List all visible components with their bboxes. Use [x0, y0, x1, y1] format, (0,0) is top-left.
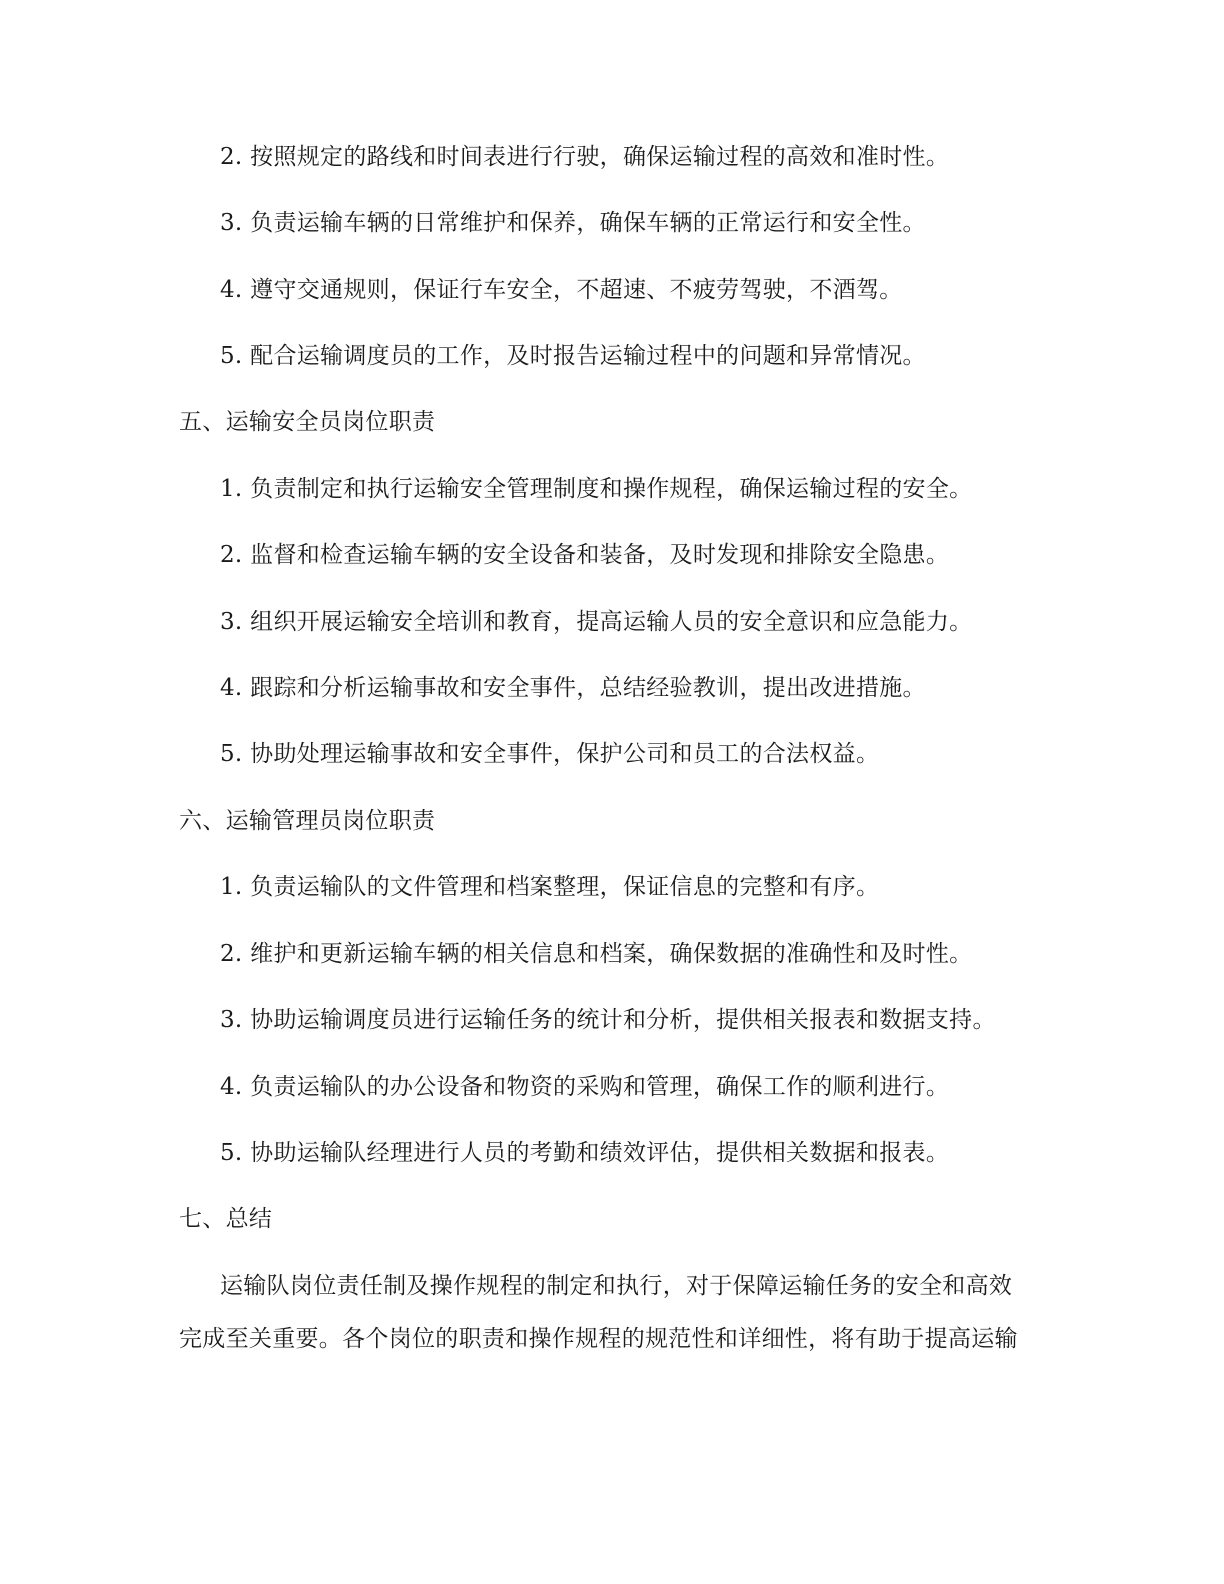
section5-item-1: 1. 负责制定和执行运输安全管理制度和操作规程，确保运输过程的安全。: [220, 476, 973, 502]
section5-item-4: 4. 跟踪和分析运输事故和安全事件，总结经验教训，提出改进措施。: [220, 675, 926, 701]
section5-heading: 五、运输安全员岗位职责: [179, 409, 436, 435]
driver-item-5: 5. 配合运输调度员的工作，及时报告运输过程中的问题和异常情况。: [220, 343, 926, 369]
driver-item-2: 2. 按照规定的路线和时间表进行行驶，确保运输过程的高效和准时性。: [220, 144, 950, 170]
driver-item-3: 3. 负责运输车辆的日常维护和保养，确保车辆的正常运行和安全性。: [220, 210, 926, 236]
summary-paragraph-line-1: 运输队岗位责任制及操作规程的制定和执行，对于保障运输任务的安全和高效: [220, 1273, 1013, 1299]
section6-item-3: 3. 协助运输调度员进行运输任务的统计和分析，提供相关报表和数据支持。: [220, 1007, 996, 1033]
section7-heading: 七、总结: [179, 1206, 273, 1232]
section6-item-2: 2. 维护和更新运输车辆的相关信息和档案，确保数据的准确性和及时性。: [220, 941, 973, 967]
section6-heading: 六、运输管理员岗位职责: [179, 808, 436, 834]
section6-item-4: 4. 负责运输队的办公设备和物资的采购和管理，确保工作的顺利进行。: [220, 1074, 950, 1100]
driver-item-4: 4. 遵守交通规则，保证行车安全，不超速、不疲劳驾驶，不酒驾。: [220, 277, 903, 303]
section5-item-3: 3. 组织开展运输安全培训和教育，提高运输人员的安全意识和应急能力。: [220, 609, 973, 635]
section6-item-5: 5. 协助运输队经理进行人员的考勤和绩效评估，提供相关数据和报表。: [220, 1140, 950, 1166]
section5-item-5: 5. 协助处理运输事故和安全事件，保护公司和员工的合法权益。: [220, 741, 880, 767]
summary-paragraph-line-2: 完成至关重要。各个岗位的职责和操作规程的规范性和详细性，将有助于提高运输: [179, 1326, 1018, 1352]
section6-item-1: 1. 负责运输队的文件管理和档案整理，保证信息的完整和有序。: [220, 874, 880, 900]
section5-item-2: 2. 监督和检查运输车辆的安全设备和装备，及时发现和排除安全隐患。: [220, 542, 950, 568]
